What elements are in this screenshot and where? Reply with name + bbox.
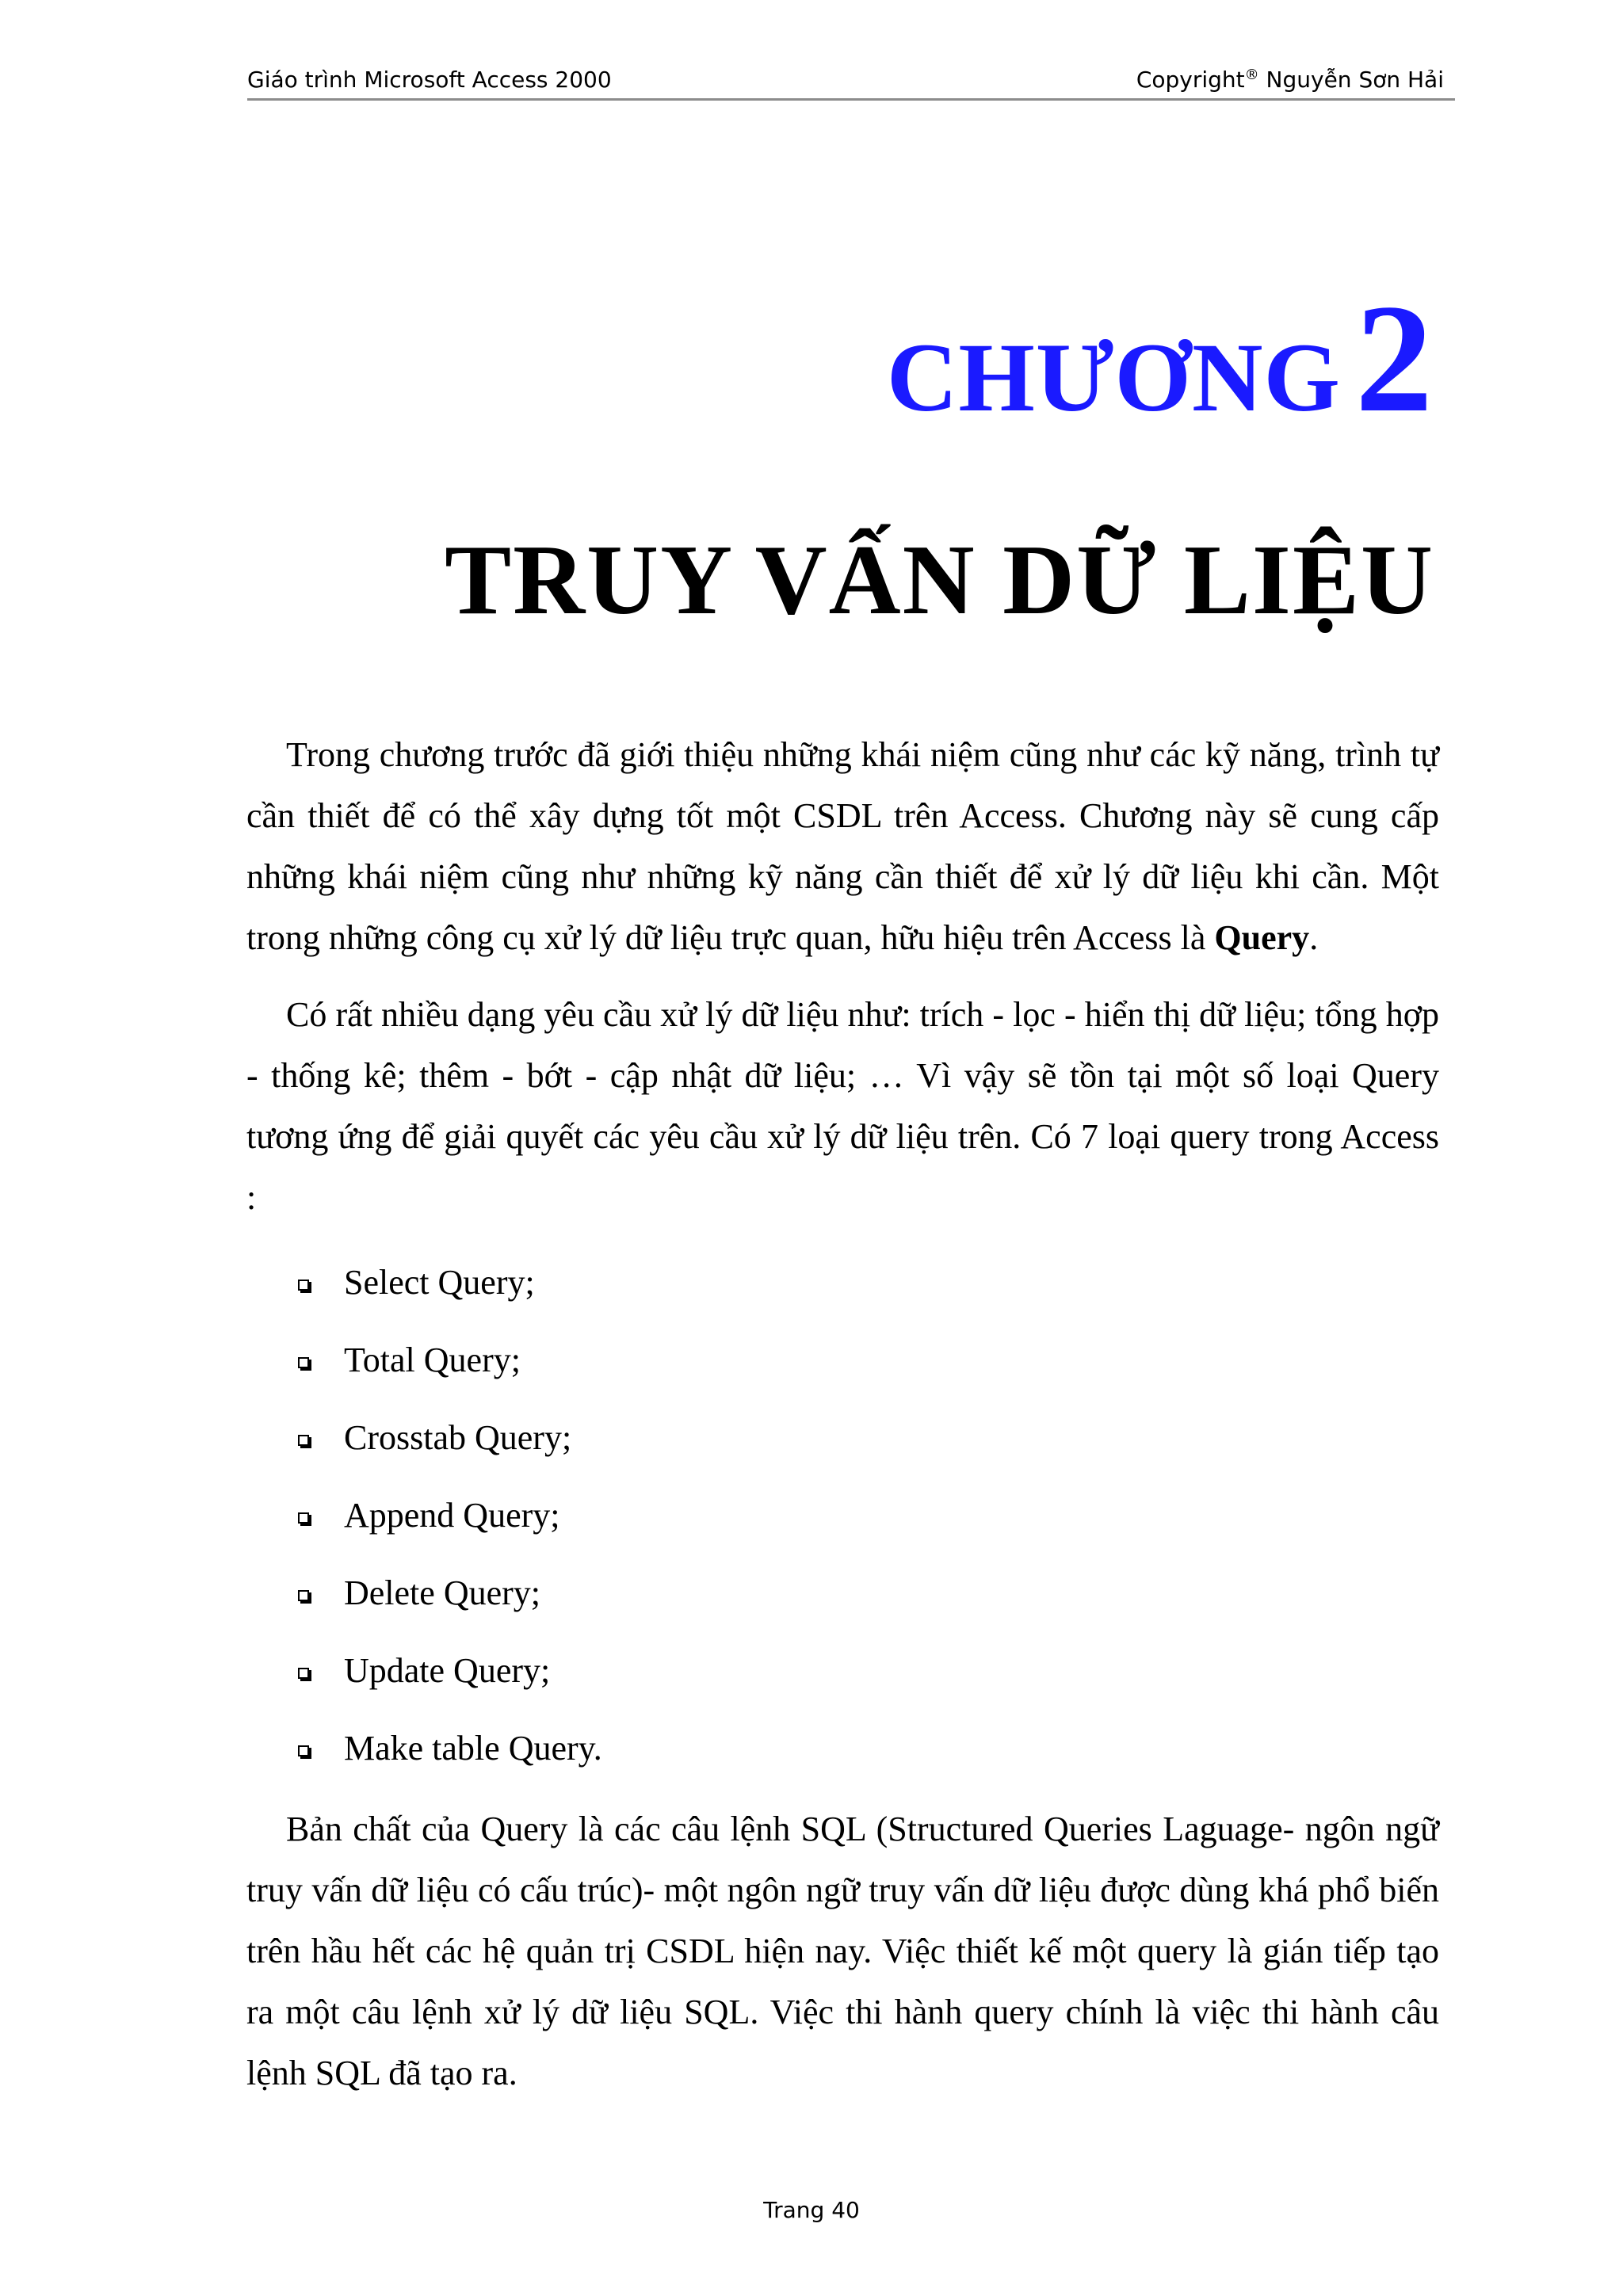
chapter-label: CHƯƠNG: [886, 323, 1341, 432]
checkbox-bullet-icon: [298, 1280, 309, 1291]
chapter-title: TRUY VẤN DỮ LIỆU: [445, 525, 1434, 635]
list-item: [246, 1554, 1439, 1632]
paragraph-intro-end: .: [1309, 918, 1319, 957]
list-item: [246, 1399, 1439, 1477]
list-item-label: Delete Query;: [344, 1573, 540, 1612]
paragraph-query-types: Có rất nhiều dạng yêu cầu xử lý dữ liệu như: trích - lọc - hiển thị dữ liệu; tổng hợp - thống kê; thêm - bớt - cập nhật dữ liệu; … Vì vậy sẽ tồn tại một số loại Query tương ứng để giải quyết các yêu cầu xử lý dữ liệu trên. Có 7 loại query trong Access :: [246, 995, 1439, 1217]
list-item-label: Update Query;: [344, 1651, 551, 1690]
page-number: Trang 40: [763, 2197, 860, 2223]
list-item-label: Append Query;: [344, 1496, 560, 1535]
list-item-label: Select Query;: [344, 1263, 535, 1302]
list-item: [246, 1710, 1439, 1787]
chapter-number: 2: [1355, 273, 1433, 444]
list-item: [246, 1477, 1439, 1554]
paragraph-intro-text: Trong chương trước đã giới thiệu những khái niệm cũng như các kỹ năng, trình tự cần thiết để có thể xây dựng tốt một CSDL trên Access. Chương này sẽ cung cấp những khái niệm cũng như những kỹ năng cần thiết để xử lý dữ liệu khi cần. Một trong những công cụ xử lý dữ liệu trực quan, hữu hiệu trên Access là: [246, 735, 1439, 957]
checkbox-bullet-icon: [298, 1435, 309, 1446]
registered-mark: ®: [1244, 67, 1259, 83]
list-item: [246, 1322, 1439, 1399]
checkbox-bullet-icon: [298, 1590, 309, 1601]
body-text: [246, 724, 1439, 2103]
paragraph-intro: [246, 724, 1439, 968]
list-item-label: Make table Query.: [344, 1729, 602, 1768]
page-header: [247, 62, 1455, 101]
chapter-heading: [887, 269, 1433, 452]
checkbox-bullet-icon: [298, 1512, 309, 1524]
list-item-label: Crosstab Query;: [344, 1418, 572, 1457]
checkbox-bullet-icon: [298, 1357, 309, 1368]
copyright-notice: [1136, 62, 1444, 98]
list-item: [246, 1244, 1439, 1322]
copyright-word: Copyright: [1136, 67, 1245, 93]
checkbox-bullet-icon: [298, 1745, 309, 1756]
list-item: [246, 1632, 1439, 1710]
paragraph-sql: Bản chất của Query là các câu lệnh SQL (Structured Queries Laguage- ngôn ngữ truy vấn dữ liệu có cấu trúc)- một ngôn ngữ truy vấn dữ liệu được dùng khá phổ biến trên hầu hết các hệ quản trị CSDL hiện nay. Việc thiết kế một query là gián tiếp tạo ra một câu lệnh xử lý dữ liệu SQL. Việc thi hành query chính là việc thi hành câu lệnh SQL đã tạo ra.: [246, 1810, 1439, 2092]
list-item-label: Total Query;: [344, 1341, 521, 1379]
checkbox-bullet-icon: [298, 1668, 309, 1679]
query-type-list: [246, 1244, 1439, 1787]
book-title: Giáo trình Microsoft Access 2000: [247, 67, 612, 93]
query-emphasis: Query: [1214, 918, 1310, 957]
author-name: Nguyễn Sơn Hải: [1266, 67, 1444, 93]
